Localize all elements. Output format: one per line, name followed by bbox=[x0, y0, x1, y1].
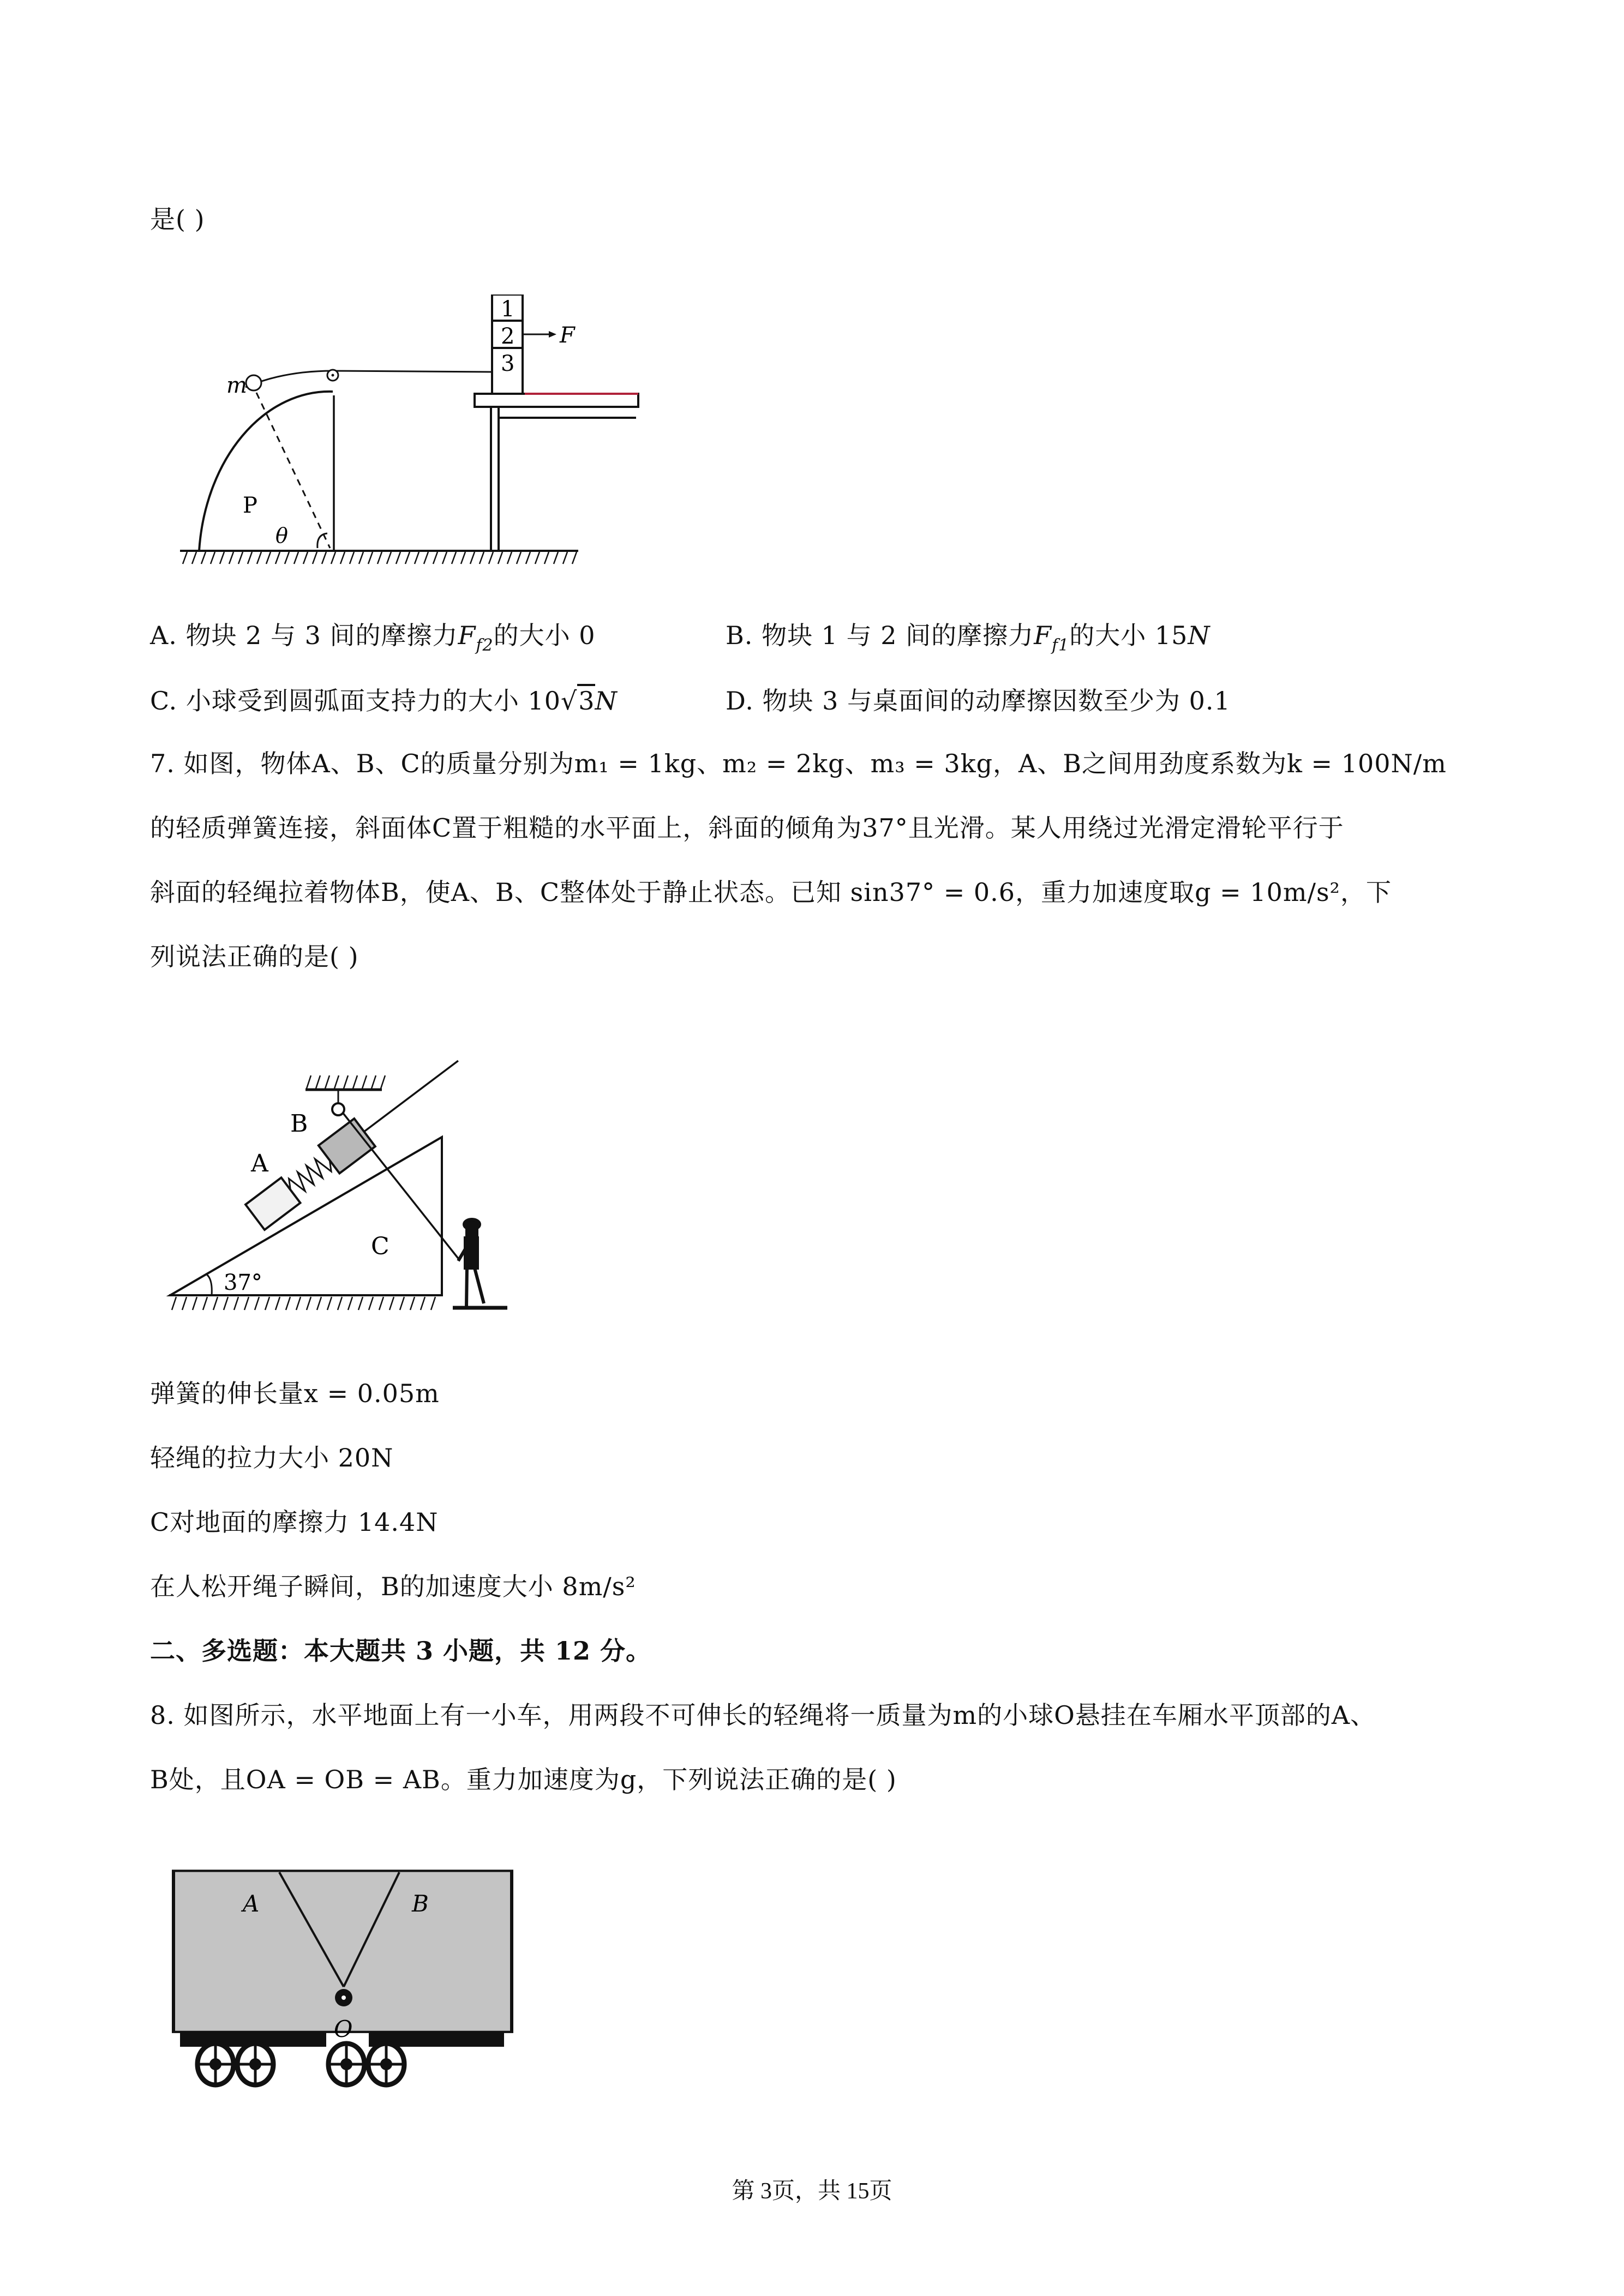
hatch-mark bbox=[371, 1075, 376, 1089]
q7-stem-line-2: 的轻质弹簧连接，斜面体C置于粗糙的水平面上，斜面的倾角为37°且光滑。某人用绕过光滑定滑轮平行于 bbox=[150, 813, 1344, 843]
hatch-mark bbox=[307, 1075, 311, 1089]
hatch-mark bbox=[220, 552, 224, 564]
hatch-mark bbox=[322, 552, 326, 564]
section-heading-multiple-choice: 二、多选题：本大题共 3 小题，共 12 分。 bbox=[150, 1636, 652, 1666]
q7-option-a: 弹簧的伸长量x = 0.05m bbox=[150, 1379, 440, 1408]
q7-stem-line-1: 7. 如图，物体A、B、C的质量分别为m₁ = 1kg、m₂ = 2kg、m₃ = 3kg，A、B之间用劲度系数为k = 100N/m bbox=[150, 749, 1447, 778]
hatch-mark bbox=[201, 552, 206, 564]
hatch-mark bbox=[316, 1075, 320, 1089]
q7-stem-line-4: 列说法正确的是( ) bbox=[150, 942, 359, 971]
ceiling-hatch bbox=[307, 1075, 385, 1089]
label-C: C bbox=[371, 1233, 389, 1260]
ball-m bbox=[246, 375, 261, 390]
label-A: A bbox=[243, 1890, 260, 1917]
rope bbox=[333, 371, 494, 372]
hatch-mark bbox=[313, 552, 317, 564]
hatch-mark bbox=[229, 552, 233, 564]
hatch-mark bbox=[294, 552, 298, 564]
hatch-mark bbox=[353, 1075, 357, 1089]
hatch-mark bbox=[507, 552, 512, 564]
q7-stem-line-3: 斜面的轻绳拉着物体B，使A、B、C整体处于静止状态。已知 sin37° = 0.6，重力加速度取g = 10m/s²，下 bbox=[150, 877, 1392, 907]
hatch-mark bbox=[238, 552, 243, 564]
hatch-mark bbox=[275, 552, 280, 564]
label-F: F bbox=[560, 323, 575, 348]
hatch-mark bbox=[442, 552, 447, 564]
hatch-mark bbox=[296, 1297, 301, 1310]
hatch-mark bbox=[265, 1297, 269, 1310]
hatch-mark bbox=[172, 1297, 176, 1310]
hatch-mark bbox=[415, 552, 419, 564]
label-theta: θ bbox=[275, 524, 288, 548]
hatch-mark bbox=[368, 552, 373, 564]
hatch-mark bbox=[327, 1297, 332, 1310]
hatch-mark bbox=[452, 552, 456, 564]
label-B: B bbox=[290, 1110, 308, 1138]
hatch-mark bbox=[470, 552, 475, 564]
svg-text:3: 3 bbox=[501, 351, 515, 376]
hatch-mark bbox=[362, 1075, 367, 1089]
hatch-mark bbox=[334, 1075, 339, 1089]
hatch-mark bbox=[359, 552, 363, 564]
q6-option-d: D. 物块 3 与桌面间的动摩擦因数至少为 0.1 bbox=[726, 686, 1231, 716]
label-B: B bbox=[412, 1890, 429, 1917]
hatch-mark bbox=[498, 552, 502, 564]
hatch-mark bbox=[266, 552, 271, 564]
wheels bbox=[197, 2043, 404, 2085]
q6-figure bbox=[175, 294, 644, 567]
hatch-mark bbox=[421, 1297, 425, 1310]
hatch-mark bbox=[338, 1297, 342, 1310]
wheel-hub bbox=[249, 2058, 261, 2070]
hatch-mark bbox=[192, 552, 196, 564]
hatch-mark bbox=[396, 552, 400, 564]
label-A: A bbox=[251, 1150, 268, 1177]
hatch-mark bbox=[248, 552, 252, 564]
hatch-mark bbox=[303, 552, 308, 564]
page-number: 第 3页，共 15页 bbox=[732, 2179, 892, 2204]
block-A bbox=[245, 1177, 300, 1230]
hatch-mark bbox=[344, 1075, 348, 1089]
q6-stem-tail: 是( ) bbox=[150, 205, 205, 234]
hatch-mark bbox=[286, 1297, 290, 1310]
hatch-mark bbox=[369, 1297, 373, 1310]
label-P: P bbox=[243, 493, 257, 518]
hatch-mark bbox=[203, 1297, 207, 1310]
hatch-mark bbox=[563, 552, 567, 564]
hatch-mark bbox=[350, 552, 354, 564]
ground-hatch bbox=[183, 552, 577, 564]
hatch-mark bbox=[255, 1297, 259, 1310]
hatch-mark bbox=[211, 552, 215, 564]
hatch-mark bbox=[325, 1075, 329, 1089]
hatch-mark bbox=[193, 1297, 197, 1310]
wheel-hub bbox=[209, 2058, 221, 2070]
q8-stem-line-1: 8. 如图所示，水平地面上有一小车，用两段不可伸长的轻绳将一质量为m的小球O悬挂在车厢水平顶部的A、 bbox=[150, 1700, 1376, 1730]
svg-text:1: 1 bbox=[501, 297, 515, 322]
hatch-mark bbox=[433, 552, 438, 564]
hatch-mark bbox=[182, 1297, 187, 1310]
hatch-mark bbox=[183, 552, 187, 564]
q8-stem-line-2: B处，且OA = OB = AB。重力加速度为g，下列说法正确的是( ) bbox=[150, 1765, 897, 1794]
angle-arc bbox=[317, 533, 327, 548]
q6-option-a: A. 物块 2 与 3 间的摩擦力$F_{f2}$的大小 0 bbox=[150, 621, 596, 655]
hatch-mark bbox=[424, 552, 428, 564]
wheel-hub bbox=[380, 2058, 392, 2070]
block-B bbox=[319, 1119, 375, 1173]
q7-figure bbox=[158, 1047, 682, 1320]
hatch-mark bbox=[535, 552, 540, 564]
hatch-mark bbox=[331, 552, 335, 564]
wedge-C bbox=[170, 1137, 442, 1295]
ground-left-hatch bbox=[172, 1297, 435, 1310]
cart-body bbox=[173, 1871, 512, 2031]
hatch-mark bbox=[257, 552, 261, 564]
svg-text:2: 2 bbox=[501, 324, 515, 349]
rope-incline bbox=[364, 1061, 458, 1132]
hatch-mark bbox=[213, 1297, 218, 1310]
hatch-mark bbox=[461, 552, 465, 564]
wheel-hub bbox=[340, 2058, 352, 2070]
q7-option-c: C对地面的摩擦力 14.4N bbox=[150, 1507, 439, 1537]
hatch-mark bbox=[285, 552, 289, 564]
person-icon bbox=[458, 1219, 484, 1308]
hatch-mark bbox=[544, 552, 549, 564]
hatch-mark bbox=[348, 1297, 352, 1310]
q7-option-d: 在人松开绳子瞬间，B的加速度大小 8m/s² bbox=[150, 1572, 636, 1601]
arc-surface bbox=[199, 392, 333, 551]
hatch-mark bbox=[526, 552, 530, 564]
hatch-mark bbox=[480, 552, 484, 564]
hatch-mark bbox=[572, 552, 577, 564]
q8-figure bbox=[164, 1862, 535, 2091]
hatch-mark bbox=[234, 1297, 238, 1310]
hatch-mark bbox=[379, 1297, 383, 1310]
q7-option-b: 轻绳的拉力大小 20N bbox=[150, 1443, 394, 1472]
hatch-mark bbox=[431, 1297, 435, 1310]
q6-option-c: C. 小球受到圆弧面支持力的大小 10√3N bbox=[150, 684, 618, 717]
label-m: m bbox=[226, 373, 247, 398]
hatch-mark bbox=[400, 1297, 404, 1310]
label-37deg: 37° bbox=[224, 1270, 262, 1295]
hatch-mark bbox=[387, 552, 391, 564]
hatch-mark bbox=[224, 1297, 228, 1310]
hatch-mark bbox=[307, 1297, 311, 1310]
hatch-mark bbox=[389, 1297, 394, 1310]
hatch-mark bbox=[489, 552, 493, 564]
table-top bbox=[475, 394, 638, 407]
hatch-mark bbox=[244, 1297, 249, 1310]
hatch-mark bbox=[358, 1297, 363, 1310]
q6-option-b: B. 物块 1 与 2 间的摩擦力$F_{f1}$的大小 15N bbox=[726, 621, 1210, 655]
hatch-mark bbox=[275, 1297, 280, 1310]
hatch-mark bbox=[554, 552, 558, 564]
hatch-mark bbox=[317, 1297, 321, 1310]
hatch-mark bbox=[517, 552, 521, 564]
hatch-mark bbox=[405, 552, 410, 564]
hatch-mark bbox=[410, 1297, 415, 1310]
radius-dashed bbox=[256, 393, 330, 548]
label-O: O bbox=[334, 2016, 353, 2042]
hatch-mark bbox=[340, 552, 345, 564]
hatch-mark bbox=[377, 552, 382, 564]
hatch-mark bbox=[381, 1075, 385, 1089]
